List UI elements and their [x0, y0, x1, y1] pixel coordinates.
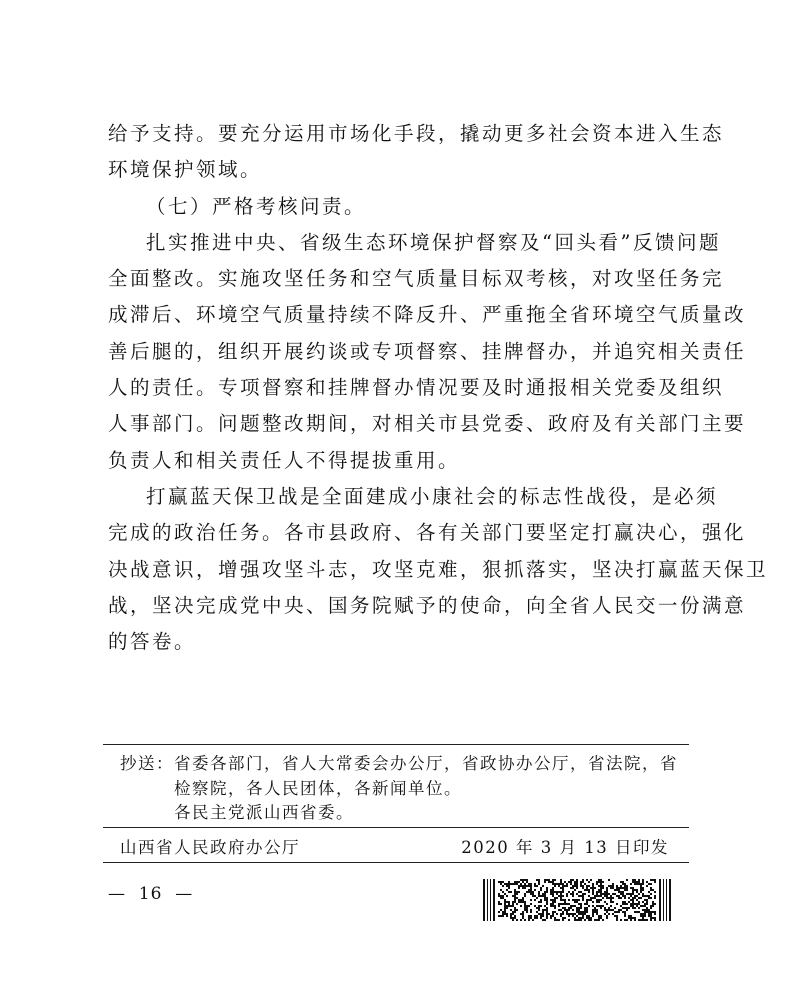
body-line: 决战意识，增强攻坚斗志，攻坚克难，狠抓落实，坚决打赢蓝天保卫	[108, 557, 769, 581]
body-line: 环境保护领域。	[108, 158, 263, 182]
body-line: 完成的政治任务。各市县政府、各有关部门要坚定打赢决心，强化	[108, 521, 747, 545]
cc-bottom-rule	[103, 827, 689, 828]
cc-top-rule	[103, 744, 689, 745]
body-line: 全面整改。实施攻坚任务和空气质量目标双考核，对攻坚任务完	[108, 267, 725, 291]
body-line: 善后腿的，组织开展约谈或专项督察、挂牌督办，并追究相关责任	[108, 339, 747, 363]
body-line: 人事部门。问题整改期间，对相关市县党委、政府及有关部门主要	[108, 412, 747, 436]
body-line: 负责人和相关责任人不得提拔重用。	[108, 448, 461, 472]
issue-date: 2020 年 3 月 13 日印发	[461, 838, 669, 857]
body-line: 打赢蓝天保卫战是全面建成小康社会的标志性战役，是必须	[146, 484, 719, 508]
cc-line: 检察院，各人民团体，各新闻单位。	[174, 778, 462, 798]
cc-block	[120, 752, 680, 826]
section-heading: （七）严格考核问责。	[146, 194, 367, 218]
body-line: 战，坚决完成党中央、国务院赋予的使命，向全省人民交一份满意	[108, 593, 747, 617]
page-number: — 16 —	[108, 884, 194, 904]
body-line: 人的责任。专项督察和挂牌督办情况要及时通报相关党委及组织	[108, 376, 725, 400]
body-line: 的答卷。	[108, 630, 197, 654]
cc-line: 抄送：省委各部门，省人大常委会办公厅，省政协办公厅，省法院，省	[120, 754, 678, 773]
issuing-office: 山西省人民政府办公厅	[120, 838, 300, 857]
body-line: 扎实推进中央、省级生态环境保护督察及“回头看”反馈问题	[146, 230, 721, 254]
barcode-image	[483, 879, 671, 921]
body-line: 成滞后、环境空气质量持续不降反升、严重拖全省环境空气质量改	[108, 303, 747, 327]
footer-rule	[103, 862, 689, 863]
cc-line: 各民主党派山西省委。	[174, 803, 354, 822]
document-body	[108, 116, 769, 660]
body-line: 给予支持。要充分运用市场化手段，撬动更多社会资本进入生态	[108, 122, 725, 145]
